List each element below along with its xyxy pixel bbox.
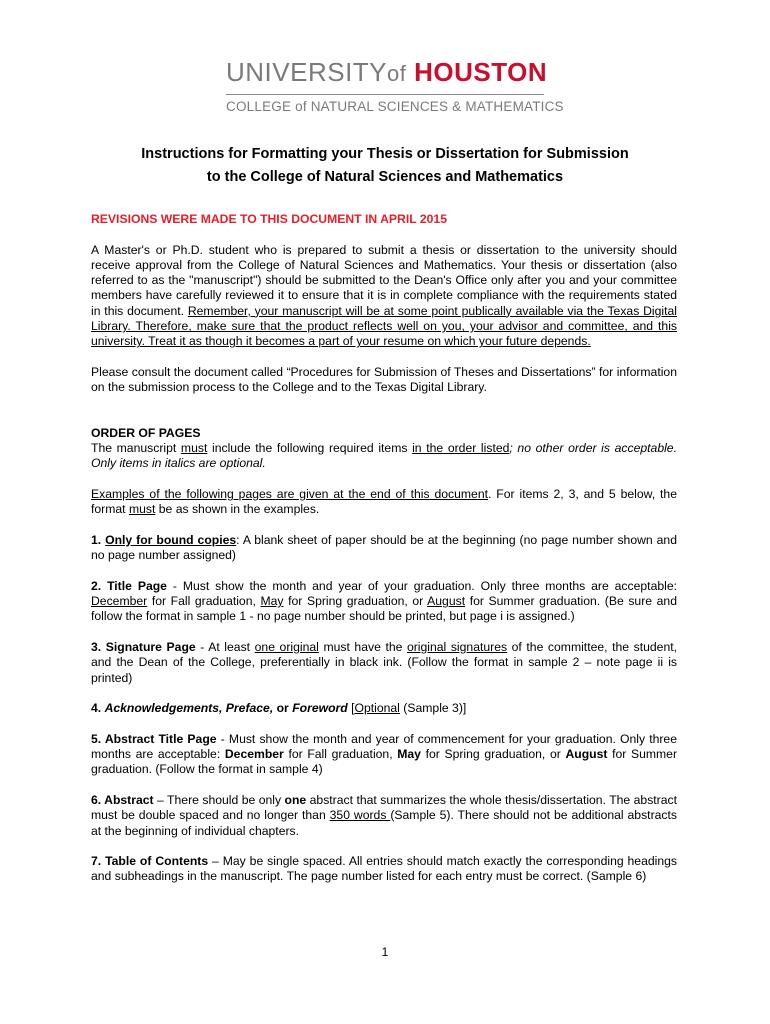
item-5 — [91, 732, 677, 778]
item-3-b: must have the — [318, 640, 407, 655]
item-4-a: [ — [347, 701, 355, 716]
item-7 — [91, 854, 677, 885]
item-4-heading: Acknowledgements, Preface, — [104, 701, 274, 716]
item-7-heading: 7. Table of Contents — [91, 854, 209, 869]
item-2-d: for Summer graduation. (Be sure and follow the format in sample 1 - no page number should be printed, but page i is assigned.) — [91, 594, 677, 624]
item-3-original-signatures: original signatures — [406, 640, 508, 655]
item-2-may: May — [260, 594, 284, 609]
item-5-a: - Must show the month and year of commencement for your graduation. Only three months are acceptable: — [91, 731, 677, 762]
logo-university: UNIVERSITY — [226, 57, 388, 87]
intro-paragraph — [91, 243, 677, 350]
item-5-may: May — [397, 747, 421, 762]
document-title — [90, 143, 680, 189]
page-number: 1 — [381, 945, 389, 959]
order-p2-must: must — [128, 502, 156, 517]
item-6-heading: 6. Abstract — [91, 792, 154, 807]
item-2-c: for Spring graduation, or — [283, 594, 428, 609]
logo-houston: HOUSTON — [414, 57, 548, 87]
item-1-text: : A blank sheet of paper should be at the beginning (no page number shown and no page number assigned) — [91, 532, 677, 563]
item-6-b: abstract that summarizes the whole thesis/dissertation. The abstract must be double spaced and no longer than — [91, 792, 678, 823]
item-4-number: 4. — [91, 701, 105, 716]
order-p1-b: include the following required items — [207, 441, 413, 456]
logo-of: of — [387, 61, 407, 86]
item-2-b: for Fall graduation, — [147, 594, 261, 609]
document-body — [91, 212, 677, 900]
order-paragraph-1 — [91, 441, 677, 472]
title-line-2: to the College of Natural Sciences and Mathematics — [206, 169, 564, 185]
item-5-b: for Fall graduation, — [283, 747, 398, 762]
item-5-d: for Summer graduation. (Follow the format in sample 4) — [91, 747, 677, 777]
item-2-a: - Must show the month and year of your graduation. Only three months are acceptable: — [166, 578, 677, 593]
item-1-heading: Only for bound copies — [105, 532, 237, 547]
logo-college: COLLEGE of NATURAL SCIENCES & MATHEMATICS — [226, 99, 564, 114]
item-1 — [91, 533, 677, 564]
item-1-number: 1. — [91, 532, 106, 547]
order-heading: ORDER OF PAGES — [91, 425, 201, 440]
item-3-a: - At least — [195, 640, 255, 655]
item-4-b: (Sample 3)] — [399, 701, 467, 716]
item-6-words: 350 words — [329, 808, 391, 823]
item-2-december: December — [91, 594, 148, 609]
intro-text: A Master's or Ph.D. student who is prepared to submit a thesis or dissertation to the university should receive approval from the College of Natural Sciences and Mathematics. Your thesis or dissertation (also referred to as the "manuscript") should be submitted to the Dean's Office only after you and your committee members have carefully reviewed it to ensure that it is in complete compliance with the requirements stated in this document. — [91, 242, 677, 318]
title-line-1: Instructions for Formatting your Thesis or Dissertation for Submission — [141, 146, 629, 162]
item-6 — [91, 793, 677, 839]
item-5-august: August — [565, 747, 608, 762]
order-paragraph-2 — [91, 487, 677, 518]
order-p1-a: The manuscript — [91, 441, 181, 456]
order-p2-b: be as shown in the examples. — [155, 502, 320, 517]
logo-divider — [226, 94, 544, 95]
item-6-a: – There should be only — [153, 792, 285, 807]
item-6-one: one — [284, 792, 307, 807]
item-2 — [91, 579, 677, 625]
item-5-heading: 5. Abstract Title Page — [91, 731, 217, 746]
order-p1-c: ; no other order is acceptable. Only items in italics are optional. — [91, 441, 677, 471]
order-p1-must: must — [180, 441, 208, 456]
item-3-one-original: one original — [254, 640, 319, 655]
consult-paragraph: Please consult the document called “Procedures for Submission of Theses and Dissertations” for information on the submission process to the College and to the Texas Digital Library. — [91, 364, 677, 395]
item-4-or: or — [273, 701, 293, 716]
university-logo — [226, 58, 566, 114]
revisions-notice: REVISIONS WERE MADE TO THIS DOCUMENT IN APRIL 2015 — [91, 212, 447, 226]
item-3-heading: 3. Signature Page — [91, 640, 196, 655]
logo-wordmark — [226, 58, 566, 88]
item-6-c: (Sample 5). There should not be additional abstracts at the beginning of individual chapters. — [91, 808, 677, 838]
item-5-december: December — [224, 747, 284, 762]
item-2-august: August — [427, 594, 466, 609]
item-3-c: of the committee, the student, and the Dean of the College, preferentially in black ink. (Follow the format in sample 2 – note page ii is printed) — [91, 640, 677, 685]
item-5-c: for Spring graduation, or — [420, 747, 566, 762]
intro-underlined: Remember, your manuscript will be at some point publically available via the Texas Digital Library. Therefore, make sure that the product reflects well on you, your advisor and committee, and this university. Treat it as though it becomes a part of your resume on which your future depends. — [91, 303, 677, 349]
item-4-optional: Optional — [354, 701, 400, 716]
item-7-a: – May be single spaced. All entries should match exactly the corresponding headings and subheadings in the manuscript. The page number listed for each entry must be correct. (Sample 6) — [91, 854, 677, 884]
item-2-heading: 2. Title Page — [91, 578, 167, 593]
order-p2-underlined: Examples of the following pages are given at the end of this document — [91, 487, 488, 502]
item-4 — [91, 701, 677, 716]
spacer — [91, 411, 677, 426]
order-p1-order: in the order listed — [412, 441, 510, 456]
item-3 — [91, 640, 677, 686]
item-4-foreword: Foreword — [292, 701, 348, 716]
order-p2-a: . For items 2, 3, and 5 below, the format — [91, 487, 677, 517]
